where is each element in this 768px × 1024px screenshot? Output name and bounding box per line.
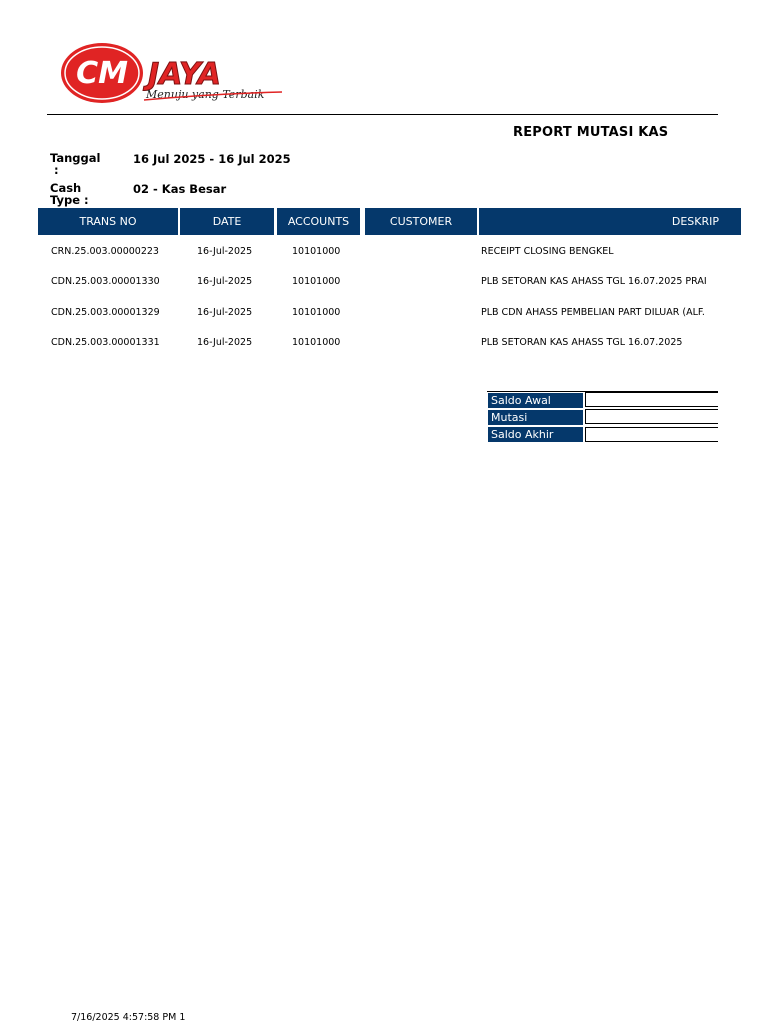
cash-type-label-line1: Cash (50, 181, 82, 195)
header-description-label: DESKRIP (671, 215, 719, 228)
cell-description: PLB CDN AHASS PEMBELIAN PART DILUAR (ALF. (481, 307, 705, 318)
cell-description: PLB SETORAN KAS AHASS TGL 16.07.2025 (481, 337, 683, 348)
cell-account: 10101000 (292, 276, 341, 287)
header-trans-no: TRANS NO (38, 208, 178, 235)
cell-date: 16-Jul-2025 (197, 276, 253, 287)
cell-trans-no: CRN.25.003.00000223 (51, 246, 159, 257)
svg-text:CM: CM (76, 56, 128, 91)
cell-account: 10101000 (292, 337, 341, 348)
cash-type-value: 02 - Kas Besar (133, 182, 227, 196)
tanggal-value: 16 Jul 2025 - 16 Jul 2025 (133, 152, 291, 166)
cell-description: PLB SETORAN KAS AHASS TGL 16.07.2025 PRAI (481, 276, 707, 287)
cell-account: 10101000 (292, 307, 341, 318)
header-accounts: ACCOUNTS (277, 208, 360, 235)
tanggal-label-line2: : (54, 163, 59, 177)
saldo-akhir-value (585, 427, 718, 442)
cell-date: 16-Jul-2025 (197, 246, 253, 257)
print-timestamp: 7/16/2025 4:57:58 PM 1 (71, 1012, 186, 1023)
cash-type-label-line2: Type : (50, 193, 89, 207)
tanggal-label-line1: Tanggal (50, 151, 101, 165)
header-date: DATE (180, 208, 274, 235)
svg-text:Menuju yang Terbaik: Menuju yang Terbaik (146, 88, 265, 101)
mutasi-label: Mutasi (488, 410, 583, 425)
cell-date: 16-Jul-2025 (197, 337, 253, 348)
saldo-awal-label: Saldo Awal (488, 393, 583, 408)
mutasi-value (585, 409, 718, 424)
saldo-akhir-label: Saldo Akhir (488, 427, 583, 442)
cell-description: RECEIPT CLOSING BENGKEL (481, 246, 614, 257)
cell-date: 16-Jul-2025 (197, 307, 253, 318)
svg-text:JAYA: JAYA (148, 57, 222, 92)
report-title: REPORT MUTASI KAS (513, 125, 669, 140)
saldo-awal-value (585, 392, 718, 407)
cell-account: 10101000 (292, 246, 341, 257)
header-customer: CUSTOMER (365, 208, 477, 235)
cell-trans-no: CDN.25.003.00001330 (51, 276, 160, 287)
cell-trans-no: CDN.25.003.00001329 (51, 307, 160, 318)
cell-trans-no: CDN.25.003.00001331 (51, 337, 160, 348)
